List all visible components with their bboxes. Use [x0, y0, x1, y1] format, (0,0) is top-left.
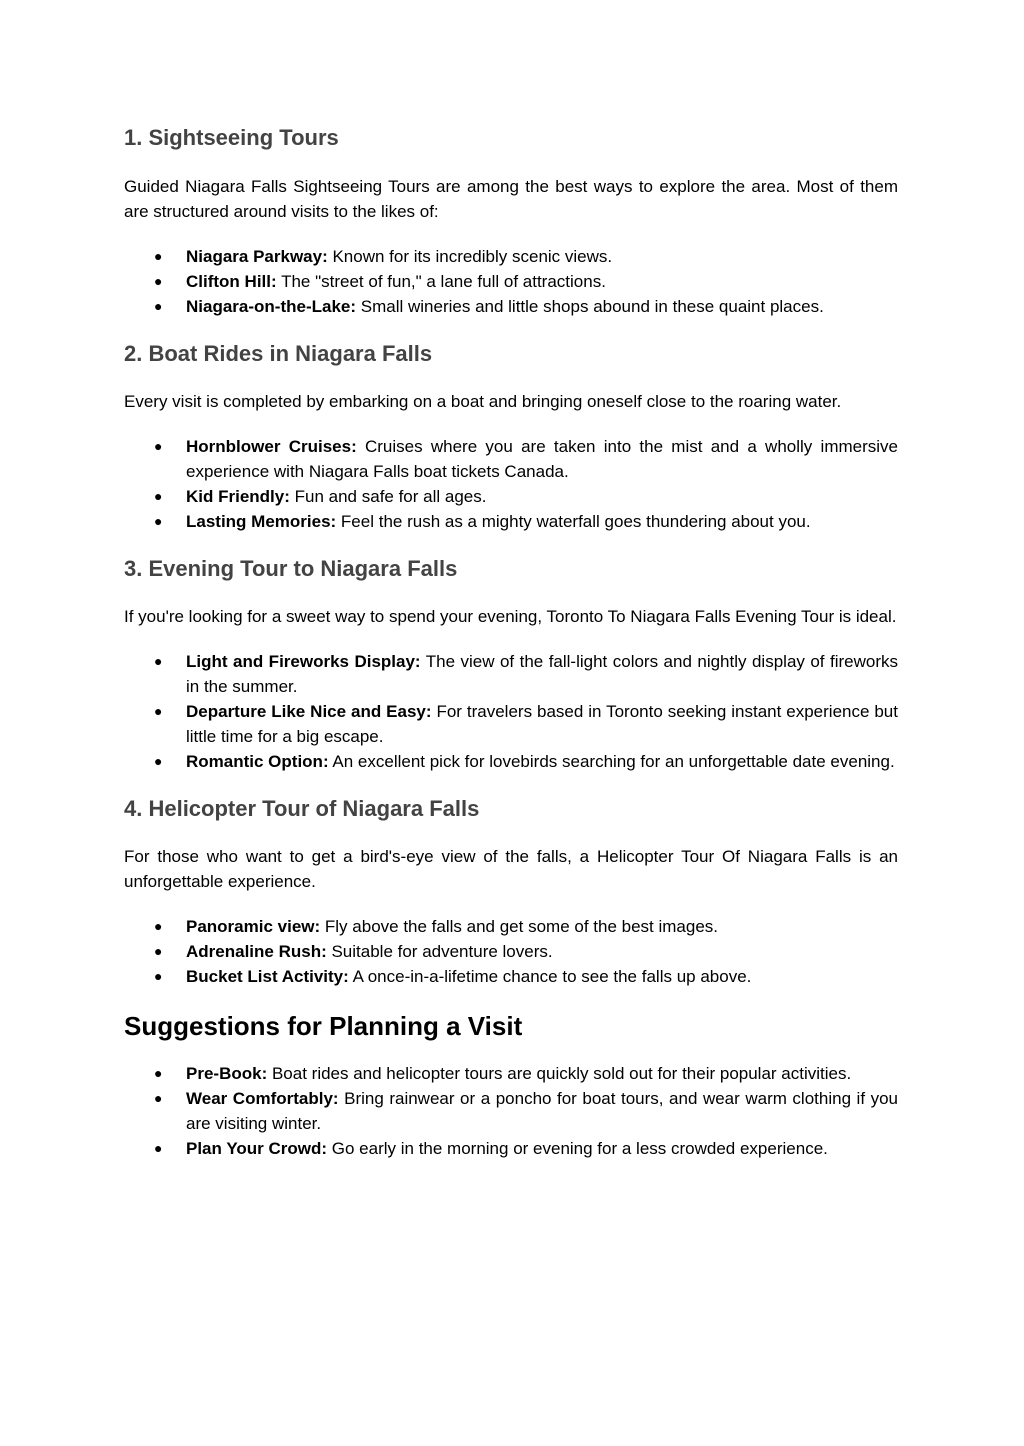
bullet-list-helicopter-tour — [124, 914, 898, 989]
section-heading-sightseeing: 1. Sightseeing Tours — [124, 125, 339, 150]
bullet-list-boat-rides — [124, 434, 898, 534]
bullet-list-planning — [124, 1061, 898, 1161]
list-item: ● Light and Fireworks Display: The view of the fall-light colors and nightly display of fireworks in the summer. — [124, 649, 898, 699]
list-item: ● Kid Friendly: Fun and safe for all ages. — [124, 484, 898, 509]
bullet-list-evening-tour — [124, 649, 898, 774]
list-item: ● Lasting Memories: Feel the rush as a mighty waterfall goes thundering about you. — [124, 509, 898, 534]
section-intro-evening-tour: If you're looking for a sweet way to spend your evening, Toronto To Niagara Falls Evening Tour is ideal. — [124, 607, 897, 626]
list-item: ● Departure Like Nice and Easy: For travelers based in Toronto seeking instant experience but little time for a big escape. — [124, 699, 898, 749]
list-item: ● Clifton Hill: The "street of fun," a lane full of attractions. — [124, 269, 898, 294]
list-item: ● Niagara Parkway: Known for its incredibly scenic views. — [124, 244, 898, 269]
section-intro-boat-rides: Every visit is completed by embarking on a boat and bringing oneself close to the roaring water. — [124, 392, 842, 411]
list-item: ● Wear Comfortably: Bring rainwear or a poncho for boat tours, and wear warm clothing if you are visiting winter. — [124, 1086, 898, 1136]
section-heading-evening-tour: 3. Evening Tour to Niagara Falls — [124, 556, 458, 581]
list-item: ● Pre-Book: Boat rides and helicopter tours are quickly sold out for their popular activities. — [124, 1061, 898, 1086]
section-heading-boat-rides: 2. Boat Rides in Niagara Falls — [124, 341, 433, 366]
bullet-list-sightseeing — [124, 244, 898, 319]
list-item: ● Adrenaline Rush: Suitable for adventure lovers. — [124, 939, 898, 964]
list-item: ● Hornblower Cruises: Cruises where you are taken into the mist and a wholly immersive experience with Niagara Falls boat tickets Canada. — [124, 434, 898, 484]
section-intro-sightseeing: Guided Niagara Falls Sightseeing Tours are among the best ways to explore the area. Most of them are structured around visits to the likes of: — [124, 177, 898, 221]
planning-heading: Suggestions for Planning a Visit — [124, 1011, 523, 1041]
list-item: ● Bucket List Activity: A once-in-a-lifetime chance to see the falls up above. — [124, 964, 898, 989]
section-intro-helicopter-tour: For those who want to get a bird's-eye view of the falls, a Helicopter Tour Of Niagara Falls is an unforgettable experience. — [124, 847, 898, 891]
list-item: ● Romantic Option: An excellent pick for lovebirds searching for an unforgettable date evening. — [124, 749, 898, 774]
section-heading-helicopter-tour: 4. Helicopter Tour of Niagara Falls — [124, 796, 480, 821]
list-item: ● Panoramic view: Fly above the falls and get some of the best images. — [124, 914, 898, 939]
list-item: ● Plan Your Crowd: Go early in the morning or evening for a less crowded experience. — [124, 1136, 898, 1161]
document-page — [124, 110, 898, 1161]
list-item: ● Niagara-on-the-Lake: Small wineries and little shops abound in these quaint places. — [124, 294, 898, 319]
